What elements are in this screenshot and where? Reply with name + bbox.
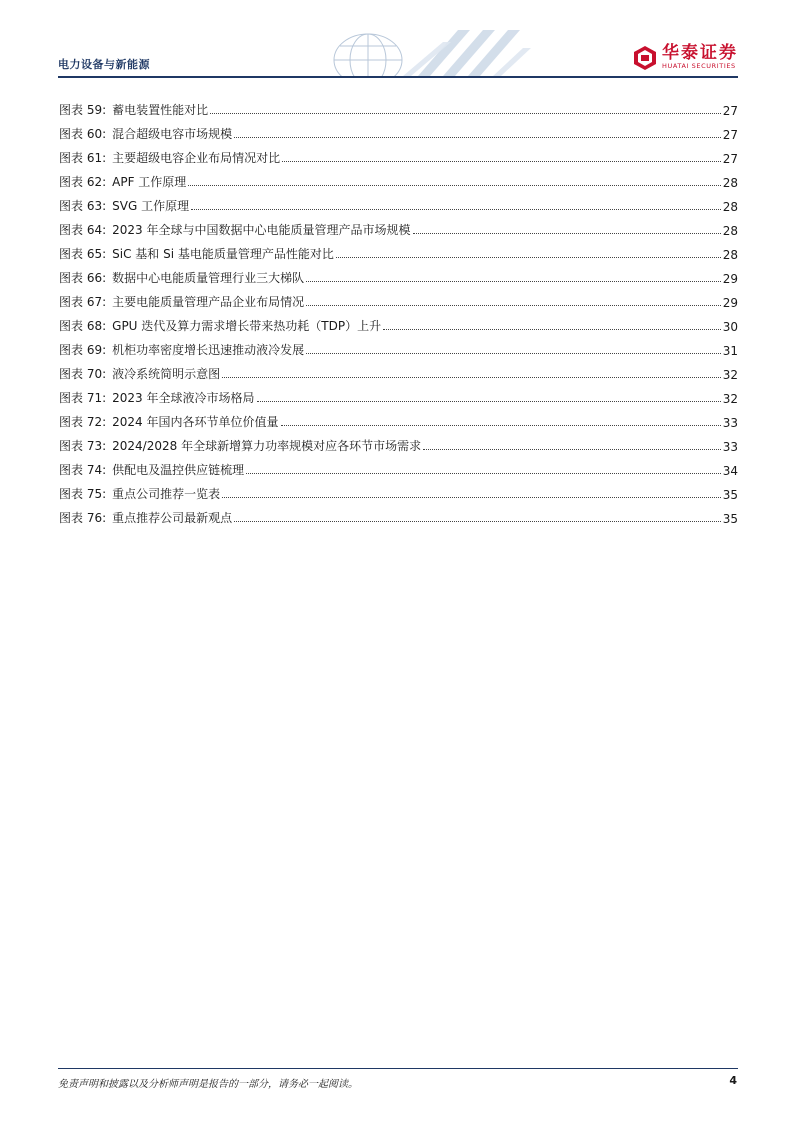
toc-entry[interactable] <box>59 478 738 502</box>
toc-dot-leader <box>383 329 721 330</box>
toc-dot-leader <box>191 209 721 210</box>
toc-entry[interactable] <box>59 430 738 454</box>
toc-entry-label: 图表 62: <box>59 175 107 189</box>
huatai-logo-icon <box>634 46 656 70</box>
brand-name-cn: 华泰证券 <box>662 43 738 63</box>
toc-dot-leader <box>234 137 721 138</box>
toc-entry[interactable] <box>59 94 738 118</box>
section-title: 电力设备与新能源 <box>58 58 150 71</box>
toc-dot-leader <box>306 281 721 282</box>
toc-entry-title: APF 工作原理 <box>112 175 187 189</box>
toc-entry-label: 图表 75: <box>59 487 107 501</box>
toc-entry-title: 主要电能质量管理产品企业布局情况 <box>112 295 305 309</box>
toc-entry[interactable] <box>59 382 738 406</box>
toc-entry-page: 32 <box>722 392 738 406</box>
footer-divider <box>58 1068 738 1069</box>
toc-entry-page: 33 <box>722 416 738 430</box>
toc-entry-page: 28 <box>722 176 738 190</box>
toc-entry-title: 重点公司推荐一览表 <box>112 487 221 501</box>
toc-entry-page: 28 <box>722 224 738 238</box>
toc-entry[interactable] <box>59 454 738 478</box>
toc-entry[interactable] <box>59 406 738 430</box>
toc-dot-leader <box>188 185 720 186</box>
toc-entry-label: 图表 60: <box>59 127 107 141</box>
toc-entry-label: 图表 68: <box>59 319 107 333</box>
toc-entry-page: 35 <box>722 488 738 502</box>
toc-entry-title: 重点推荐公司最新观点 <box>112 511 233 525</box>
toc-dot-leader <box>222 497 721 498</box>
toc-entry[interactable] <box>59 310 738 334</box>
toc-entry-title: 2023 年全球与中国数据中心电能质量管理产品市场规模 <box>112 223 411 237</box>
page-number: 4 <box>729 1074 737 1087</box>
toc-entry-title: 蓄电装置性能对比 <box>112 103 209 117</box>
toc-entry[interactable] <box>59 286 738 310</box>
toc-entry-page: 27 <box>722 152 738 166</box>
toc-dot-leader <box>306 305 721 306</box>
toc-entry-page: 29 <box>722 296 738 310</box>
toc-dot-leader <box>281 425 721 426</box>
footer-disclaimer: 免责声明和披露以及分析师声明是报告的一部分，请务必一起阅读。 <box>58 1079 358 1090</box>
toc-entry-label: 图表 63: <box>59 199 107 213</box>
toc-entry-label: 图表 65: <box>59 247 107 261</box>
toc-entry-page: 31 <box>722 344 738 358</box>
toc-entry-title: 供配电及温控供应链梳理 <box>112 463 245 477</box>
toc-entry-label: 图表 66: <box>59 271 107 285</box>
toc-entry-label: 图表 59: <box>59 103 107 117</box>
toc-dot-leader <box>413 233 721 234</box>
toc-entry-title: 2023 年全球液冷市场格局 <box>112 391 255 405</box>
toc-entry-page: 29 <box>722 272 738 286</box>
toc-entry-page: 27 <box>722 128 738 142</box>
toc-dot-leader <box>282 161 721 162</box>
toc-dot-leader <box>222 377 721 378</box>
toc-entry-title: SVG 工作原理 <box>112 199 190 213</box>
toc-entry-label: 图表 61: <box>59 151 107 165</box>
toc-entry-title: SiC 基和 Si 基电能质量管理产品性能对比 <box>112 247 334 261</box>
toc-entry-page: 35 <box>722 512 738 526</box>
header-divider <box>58 76 738 78</box>
toc-entry[interactable] <box>59 118 738 142</box>
toc-entry-title: 数据中心电能质量管理行业三大梯队 <box>112 271 305 285</box>
toc-entry-title: GPU 迭代及算力需求增长带来热功耗（TDP）上升 <box>112 319 382 333</box>
toc-entry[interactable] <box>59 262 738 286</box>
toc-entry-page: 33 <box>722 440 738 454</box>
toc-entry-label: 图表 64: <box>59 223 107 237</box>
toc-entry-label: 图表 67: <box>59 295 107 309</box>
toc-entry-title: 混合超级电容市场规模 <box>112 127 233 141</box>
toc-entry[interactable] <box>59 238 738 262</box>
toc-entry-title: 主要超级电容企业布局情况对比 <box>112 151 281 165</box>
figure-index-list <box>59 94 738 526</box>
toc-dot-leader <box>246 473 721 474</box>
toc-dot-leader <box>257 401 721 402</box>
toc-entry[interactable] <box>59 502 738 526</box>
toc-entry-label: 图表 76: <box>59 511 107 525</box>
toc-entry[interactable] <box>59 142 738 166</box>
toc-entry-page: 32 <box>722 368 738 382</box>
toc-entry-page: 28 <box>722 248 738 262</box>
toc-entry-label: 图表 69: <box>59 343 107 357</box>
toc-entry-page: 30 <box>722 320 738 334</box>
toc-dot-leader <box>423 449 721 450</box>
globe-graphic-icon <box>308 20 538 78</box>
toc-entry[interactable] <box>59 214 738 238</box>
toc-entry-title: 机柜功率密度增长迅速推动液冷发展 <box>112 343 305 357</box>
brand-name-en: HUATAI SECURITIES <box>662 62 736 70</box>
brand-logo <box>634 44 738 71</box>
toc-dot-leader <box>306 353 721 354</box>
toc-entry-page: 34 <box>722 464 738 478</box>
toc-entry[interactable] <box>59 190 738 214</box>
toc-entry-label: 图表 73: <box>59 439 107 453</box>
toc-entry-title: 液冷系统简明示意图 <box>112 367 221 381</box>
toc-entry[interactable] <box>59 334 738 358</box>
toc-entry-title: 2024/2028 年全球新增算力功率规模对应各环节市场需求 <box>112 439 422 453</box>
toc-dot-leader <box>234 521 721 522</box>
toc-entry[interactable] <box>59 358 738 382</box>
toc-entry-label: 图表 70: <box>59 367 107 381</box>
toc-entry-label: 图表 74: <box>59 463 107 477</box>
toc-entry-page: 27 <box>722 104 738 118</box>
toc-entry-title: 2024 年国内各环节单位价值量 <box>112 415 279 429</box>
toc-dot-leader <box>210 113 721 114</box>
toc-entry-page: 28 <box>722 200 738 214</box>
page-header <box>58 0 738 80</box>
toc-entry-label: 图表 72: <box>59 415 107 429</box>
toc-entry-label: 图表 71: <box>59 391 107 405</box>
toc-dot-leader <box>336 257 721 258</box>
toc-entry[interactable] <box>59 166 738 190</box>
